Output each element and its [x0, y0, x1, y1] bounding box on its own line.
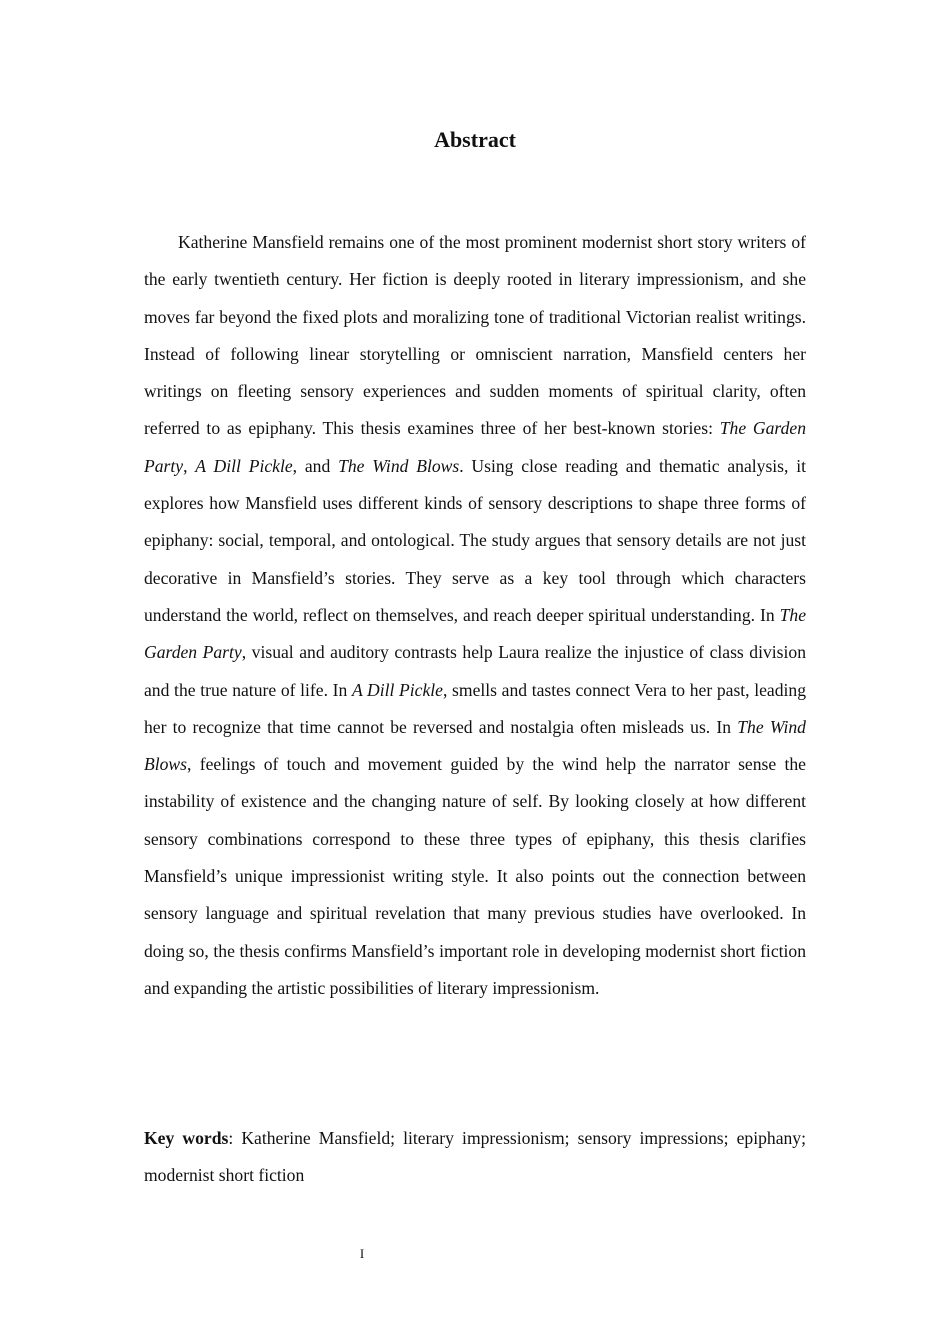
body-text: , — [183, 455, 196, 476]
story-title: The Wind Blows — [338, 455, 460, 476]
keywords-line — [144, 1120, 806, 1195]
story-title: The Garden Party — [144, 418, 806, 476]
body-text: Katherine Mansfield remains one of the most prominent modernist short story writers of the early twentieth century. Her fiction is deeply rooted in literary impressionism, and she moves far beyond the fixed plots and moralizing tone of traditional Victorian realist writings. Instead of following linear storytelling or omniscient narration, Mansfield centers her writings on fleeting sensory experiences and sudden moments of spiritual clarity, often referred to as epiphany. This thesis examines three of her best-known stories: — [144, 232, 806, 439]
story-title: A Dill Pickle — [351, 679, 443, 700]
body-text: . Using close reading and thematic analysis, it explores how Mansfield uses different kinds of sensory descriptions to shape three forms of epiphany: social, temporal, and ontological. The study argues that sensory details are not just decorative in Mansfield’s stories. They serve as a key tool through which characters understand the world, reflect on themselves, and reach deeper spiritual understanding. In — [144, 455, 806, 625]
page-number: I — [359, 1246, 365, 1261]
story-title: The Wind Blows — [144, 716, 806, 775]
body-text: , feelings of touch and movement guided by the wind help the narrator sense the instability of existence and the changing nature of self. By looking closely at how different sensory combinations correspond to these three types of epiphany, this thesis clarifies Mansfield’s unique impressionist writing style. It also points out the connection between sensory language and spiritual revelation that many previous studies have overlooked. In doing so, the thesis confirms Mansfield’s important role in developing modernist short fiction and expanding the artistic possibilities of literary impressionism. — [144, 754, 806, 998]
story-title: A Dill Pickle — [195, 455, 293, 476]
keywords-label: Key words — [144, 1128, 229, 1148]
body-text: , and — [292, 455, 339, 476]
page-title: Abstract — [434, 127, 516, 152]
story-title: The Garden Party — [144, 604, 806, 663]
keywords-text: : Katherine Mansfield; literary impressionism; sensory impressions; epiphany; modernist short fiction — [144, 1128, 806, 1186]
body-text: , visual and auditory contrasts help Laura realize the injustice of class division and the true nature of life. In — [144, 642, 806, 700]
body-text: , smells and tastes connect Vera to her past, leading her to recognize that time cannot be reversed and nostalgia often misleads us. In — [144, 679, 807, 737]
abstract-paragraph — [144, 224, 806, 1007]
